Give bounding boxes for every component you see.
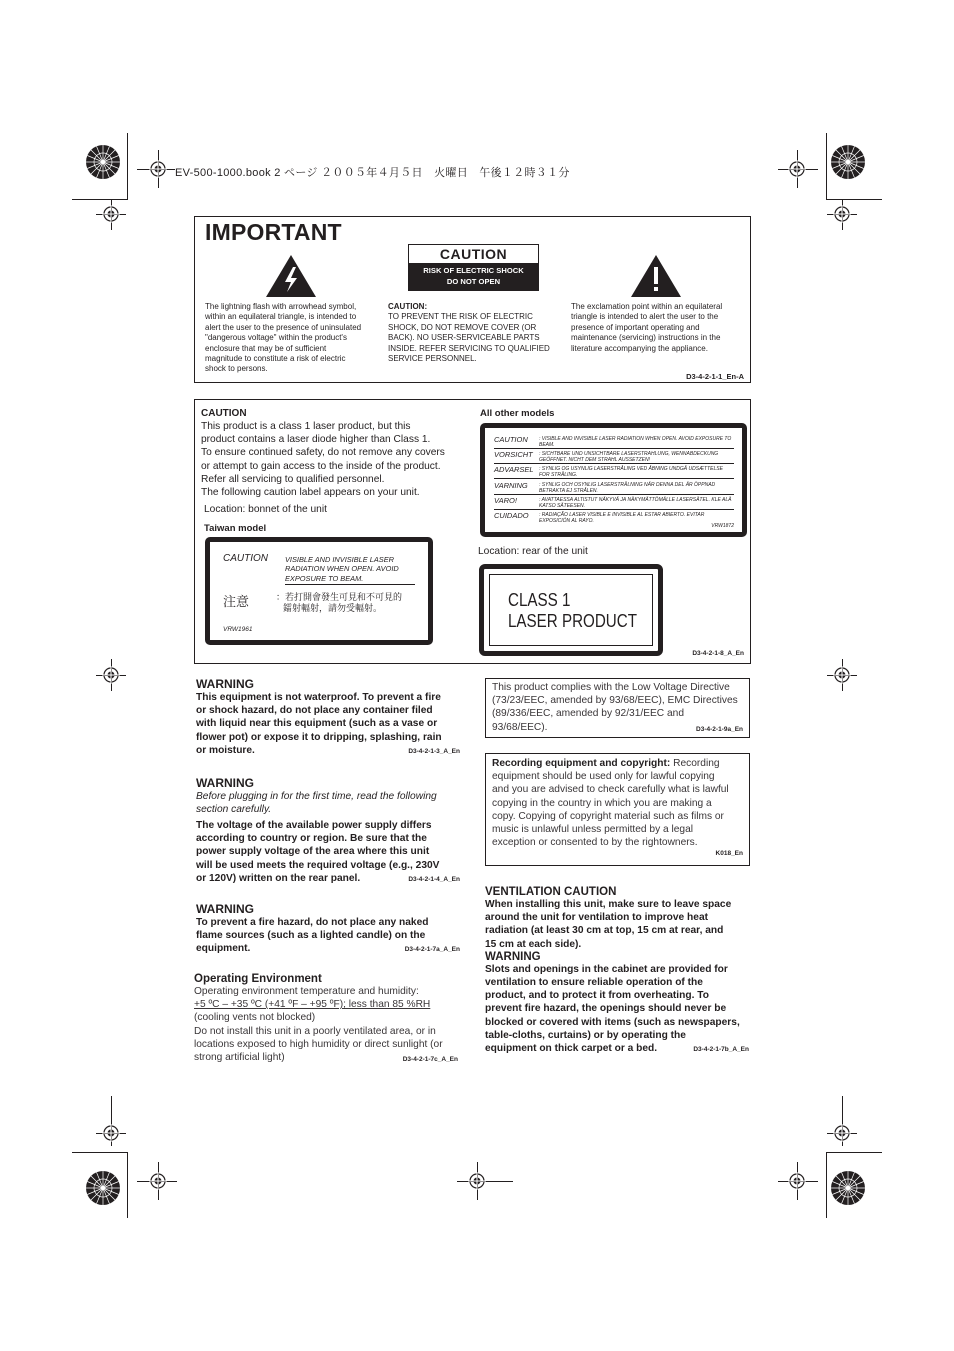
language-warning-text: : SYNLIG OCH OSYNLIG LASERSTRÅLNING NÄR DENNA DEL ÄR ÖPPNAD BETRAKTA EJ STRÅLEN.: [539, 481, 716, 494]
text-line: This product is a class 1 laser product, but this: [201, 421, 411, 432]
reference-code: D3-4-2-1-9a_En: [696, 725, 743, 733]
language-warning-text: : VISIBLE AND INVISIBLE LASER RADIATION WHEN OPEN. AVOID EXPOSURE TO BEAM.: [539, 436, 732, 448]
text-line: according to country or region. Be sure that the: [196, 833, 427, 845]
taiwan-zh-text: [276, 593, 402, 615]
text-line: VISIBLE AND INVISIBLE LASER: [285, 555, 394, 564]
section-title: WARNING: [485, 950, 541, 963]
text-line: or shock hazard, do not place any container filed: [196, 705, 433, 717]
exclamation-explanation: [571, 302, 746, 354]
text-line: power supply voltage of the area where this unit: [196, 846, 430, 858]
location-bonnet: Location: bonnet of the unit: [204, 504, 327, 515]
important-box: [194, 216, 751, 383]
text-line: ：若打開會發生可見和不可見的: [276, 593, 403, 603]
reference-code: D3-4-2-1-7c_A_En: [402, 1056, 458, 1064]
text-line: literature accompanying the appliance.: [571, 343, 708, 353]
language-warning-word: VARNING: [494, 480, 528, 490]
registration-mark-icon: [102, 666, 120, 684]
reference-code: D3-4-2-1-7b_A_En: [693, 1046, 749, 1054]
star-target-icon: [830, 1170, 866, 1206]
registration-mark-icon: [149, 1172, 167, 1190]
text-line: triangle is intended to alert the user to the: [571, 312, 719, 322]
text-line: strong artificial light): [194, 1052, 285, 1064]
text-line: or 120V) written on the rear panel.: [196, 872, 361, 884]
caution-label-line: DO NOT OPEN: [446, 277, 501, 286]
text-line: ventilation to ensure reliable operation of the: [485, 977, 703, 989]
registration-mark-icon: [102, 1124, 120, 1142]
laser-caution-box: [194, 399, 751, 664]
label-code: VRW1961: [223, 626, 253, 633]
registration-mark-icon: [468, 1172, 486, 1190]
row-divider: [494, 509, 734, 510]
reference-code: D3-4-2-1-8_A_En: [692, 650, 744, 657]
registration-mark-icon: [833, 1124, 851, 1142]
text-line: This equipment is not waterproof. To prevent a fire: [196, 692, 441, 703]
text-line: EXPOSURE TO BEAM.: [285, 573, 364, 583]
taiwan-caution-word: CAUTION: [223, 553, 268, 564]
taiwan-caution-text: [285, 555, 399, 583]
text-line: Before plugging in for the first time, read the following: [196, 791, 437, 802]
text-line: within an equilateral triangle, is intended to: [205, 312, 357, 322]
text-line: Slots and openings in the cabinet are provided for: [485, 963, 728, 975]
text-line: around the unit for ventilation to improve heat: [485, 912, 709, 924]
text-line: When installing this unit, make sure to leave space: [485, 899, 732, 910]
important-title: IMPORTANT: [205, 219, 342, 245]
recording-copyright-box: [485, 753, 750, 866]
text-line: RADIATION WHEN OPEN. AVOID: [285, 564, 399, 574]
text-line: BACK). NO USER-SERVICEABLE PARTS: [388, 333, 540, 343]
text-line: equipment.: [196, 943, 251, 955]
text-line: INSIDE. REFER SERVICING TO QUALIFIED: [388, 343, 550, 353]
language-warning-text: : SYNLIG OG USYNLIG LASERSTRÅLING VED ÅBNING UNDGÅ UDSÆTTELSE FOR STRÅLING.: [539, 466, 723, 479]
taiwan-zh-head: 注意: [223, 595, 250, 610]
taiwan-laser-label: [205, 537, 433, 645]
text-line: enclosure that may be of sufficient: [205, 343, 327, 353]
text-line: To ensure continued safety, do not remove any covers: [201, 447, 445, 459]
lightning-warning-icon: [265, 254, 317, 298]
text-line: equipment should be used only for lawful copying: [492, 771, 715, 783]
caution-shock-label: [408, 244, 539, 291]
print-header: EV-500-1000.book 2 ページ ２００５年４月５日 火曜日 午後１２時３１分: [175, 167, 570, 179]
text-line: The lightning flash with arrowhead symbol,: [205, 302, 357, 311]
text-line: To prevent a fire hazard, do not place any naked: [196, 917, 429, 928]
recording-title: Recording equipment and copyright:: [492, 758, 671, 769]
text-line: radiation (at least 30 cm at top, 15 cm at rear, and: [485, 925, 724, 937]
caution-label-title: CAUTION: [439, 246, 508, 262]
text-line: exception or consented to by the rightowners.: [492, 837, 698, 849]
registration-mark-icon: [149, 160, 167, 178]
text-line: 93/68/EEC).: [492, 721, 548, 733]
text-line: flame sources (such as a lighted candle) on the: [196, 930, 426, 942]
text-line: equipment on thick carpet or a bed.: [485, 1043, 658, 1055]
reference-code: D3-4-2-1-3_A_En: [408, 747, 460, 755]
registration-mark-icon: [788, 1172, 806, 1190]
row-divider: [494, 478, 734, 479]
text-line: copy. Copying of copyright material such as films or: [492, 810, 724, 822]
text-line: blocked or covered with items (such as newspapers,: [485, 1016, 740, 1028]
text-line: "dangerous voltage" within the product's: [205, 333, 347, 343]
row-divider: [494, 494, 734, 495]
language-warning-word: CAUTION: [494, 435, 528, 444]
section-title: WARNING: [196, 902, 254, 916]
location-rear: Location: rear of the unit: [478, 546, 588, 557]
flame-warning: [196, 902, 462, 956]
taiwan-model-title: Taiwan model: [204, 523, 267, 534]
text-line: (89/336/EEC, amended by 92/31/EEC and: [492, 708, 684, 720]
text-line: magnitude to constitute a risk of electric: [205, 354, 346, 364]
text-line: will be used meets the required voltage (e.g., 230V: [196, 859, 440, 871]
reference-code: K018_En: [715, 850, 743, 858]
star-target-icon: [85, 1170, 121, 1206]
text-line: locations exposed to high humidity or direct sunlight (or: [194, 1038, 443, 1050]
section-title: VENTILATION CAUTION: [485, 886, 617, 898]
text-line: This product complies with the Low Voltage Directive: [492, 682, 730, 693]
text-line: 鐳射輻射，請勿受輻射。: [283, 604, 383, 614]
language-warning-word: VARO!: [494, 495, 517, 505]
text-line: maintenance (servicing) instructions in the: [571, 333, 721, 343]
lvd-compliance-box: [485, 678, 750, 738]
text-line: flower pot) or expose it to dripping, splashing, rain: [196, 731, 442, 743]
text-line: alert the user to the presence of uninsulated: [205, 322, 362, 332]
text-line: SHOCK, DO NOT REMOVE COVER (OR: [388, 322, 537, 332]
exclamation-warning-icon: [630, 254, 682, 298]
language-warning-text: : SICHTBARE UND UNSICHTBARE LASERSTRAHLUNG, WENNABDECKUNG GEÖFFNET. NICHT DEM STRAHL AUSSETZEN!: [539, 451, 719, 464]
text-line: Do not install this unit in a poorly ventilated area, or in: [194, 1025, 436, 1037]
text-line: table-cloths, curtains) or by operating the: [485, 1029, 686, 1041]
language-warning-text: : AVATTAESSA ALTISTUT NÄKYVÄ JA NÄKYMÄTTÖMÄLLE LASERSÄTEL. KLE ALÄ KATSO SÄTEESEN.: [539, 496, 732, 509]
ventilation-caution: [485, 886, 751, 1055]
text-line: or moisture.: [196, 744, 255, 756]
label-code: VRW1872: [711, 523, 734, 529]
reference-code: D3-4-2-1-7a_A_En: [404, 946, 460, 954]
text-line: The voltage of the available power supply differs: [196, 820, 432, 831]
language-warning-word: ADVARSEL: [494, 465, 534, 475]
text-line: 15 cm at each side).: [485, 938, 582, 950]
text-line: section carefully.: [196, 804, 272, 815]
registration-mark-icon: [833, 205, 851, 223]
text-line: Operating environment temperature and humidity:: [194, 986, 419, 997]
reference-code: D3-4-2-1-4_A_En: [408, 875, 460, 883]
registration-mark-icon: [788, 160, 806, 178]
text-line: LASER PRODUCT: [508, 610, 637, 631]
text-line: Refer all servicing to qualified personnel.: [201, 473, 385, 485]
text-line: copying in the country in which you are making a: [492, 797, 712, 809]
section-title: WARNING: [196, 776, 254, 790]
text-line: prevent fire hazard, the openings should never be: [485, 1003, 727, 1015]
registration-mark-icon: [833, 666, 851, 684]
voltage-warning: [196, 776, 462, 885]
language-warning-word: CUIDADO: [494, 511, 529, 520]
waterproof-warning: [196, 677, 462, 757]
section-title: Operating Environment: [194, 973, 322, 985]
section-title: WARNING: [196, 677, 254, 691]
caution-explanation: [388, 302, 563, 364]
caution-explanation-title: CAUTION:: [388, 302, 428, 311]
class-label-text: [508, 589, 637, 631]
class1-laser-label: [479, 564, 663, 656]
text-line: +5 ºC – +35 ºC (+41 ºF – +95 ºF); less than 85 %RH: [194, 999, 431, 1011]
text-line: product, and to protect it from overheating. To: [485, 990, 709, 1002]
text-line: (cooling vents not blocked): [194, 1012, 316, 1024]
text-line: The exclamation point within an equilateral: [571, 302, 723, 311]
text-line: product contains a laser diode higher than Class 1.: [201, 434, 431, 446]
text-line: presence of important operating and: [571, 322, 700, 332]
reference-code: D3-4-2-1-1_En-A: [686, 372, 744, 381]
text-line: TO PREVENT THE RISK OF ELECTRIC: [388, 312, 533, 322]
caution-label-line: RISK OF ELECTRIC SHOCK: [423, 266, 524, 275]
lightning-explanation: [205, 302, 380, 375]
star-target-icon: [830, 144, 866, 180]
laser-caution-title: CAUTION: [201, 408, 247, 419]
operating-environment: [194, 973, 460, 1064]
text-line: SERVICE PERSONNEL.: [388, 354, 477, 364]
text-line: with liquid near this equipment (such as a vase or: [196, 718, 438, 730]
star-target-icon: [85, 144, 121, 180]
registration-mark-icon: [102, 205, 120, 223]
text-line: (73/23/EEC, amended by 93/68/EEC), EMC Directives: [492, 695, 738, 707]
other-models-title: All other models: [480, 408, 555, 419]
language-warning-text: : RADIAÇÃO LASER VISIBLE E INVISIBLE AL ESTAR ABIERTO. EVITAR EXPOSICIÓN AL RAYO.: [539, 512, 705, 524]
text-line: Recording: [670, 758, 720, 769]
other-models-laser-label: [480, 423, 747, 537]
text-line: The following caution label appears on your unit.: [201, 487, 420, 499]
language-warning-word: VORSICHT: [494, 450, 533, 460]
row-divider: [494, 463, 734, 464]
row-divider: [494, 448, 734, 449]
text-line: or attempt to gain access to the inside of the product.: [201, 460, 441, 472]
text-line: CLASS 1: [508, 589, 571, 610]
text-line: and you are advised to check carefully what is lawful: [492, 784, 729, 796]
text-line: shock to persons.: [205, 364, 268, 374]
text-line: music is unlawful unless permitted by a legal: [492, 824, 694, 836]
laser-caution-text: [201, 420, 471, 499]
